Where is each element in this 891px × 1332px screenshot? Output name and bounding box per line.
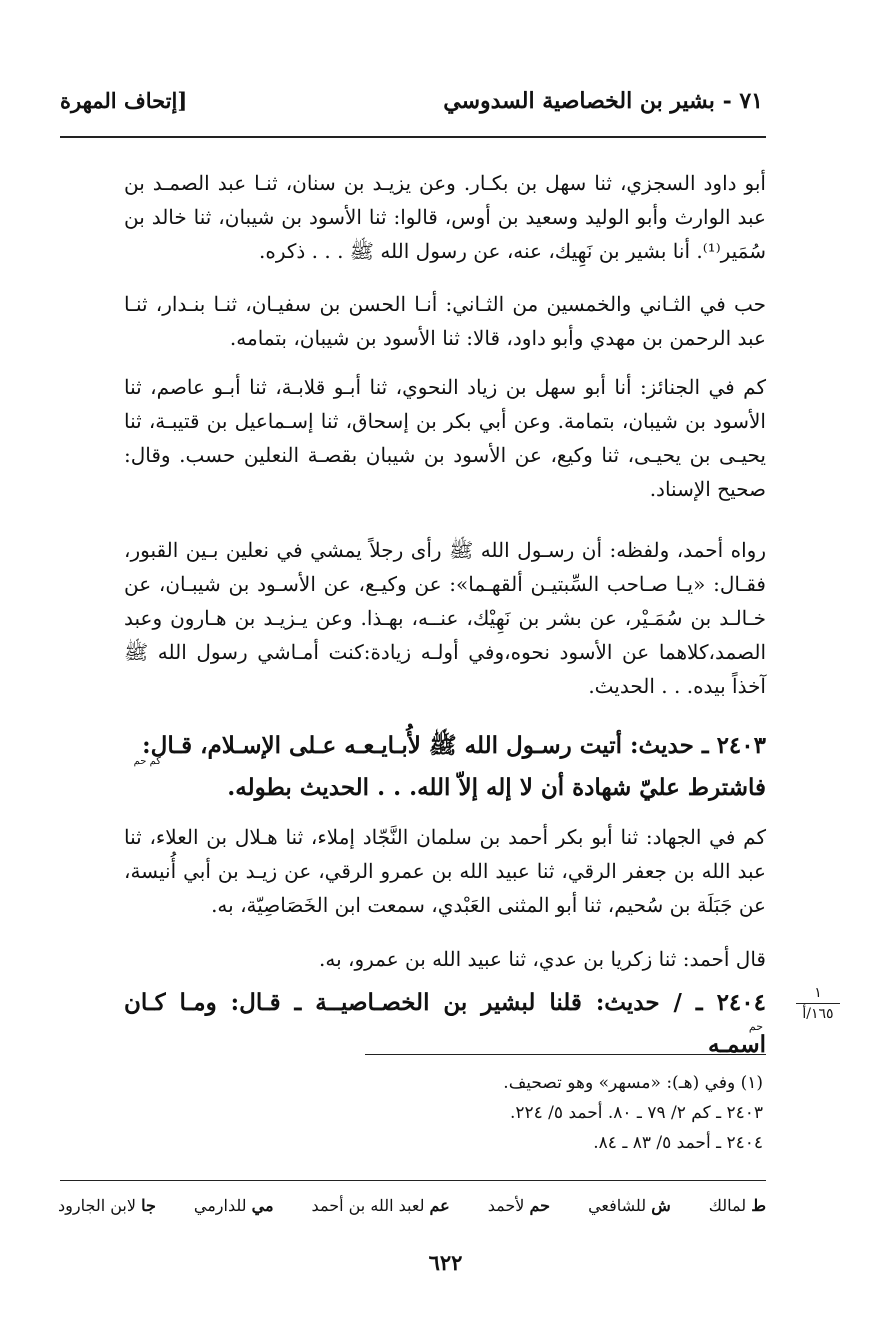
legend-rule — [60, 1180, 766, 1181]
paragraph-6 — [124, 942, 766, 976]
page-number: ٦٢٢ — [428, 1250, 463, 1275]
footnote: ٢٤٠٣ ـ كم ٢/ ٧٩ ـ ٨٠. أحمد ٥/ ٢٢٤. — [509, 1103, 763, 1123]
paragraph-text: كم في الجهاد: ثنا أبو بكر أحمد بن سلمان النَّجّاد إملاء، ثنا هـلال بن العلاء، ثنا عبد الله بن جعفر الرقي، ثنا عبيد الله بن عمرو الرقي، عن زيـد بن أبي أُنيسة، عن جَبَلَة بن سُحيم، ثنا أبو المثنى العَبْدي، سمعت ابن الخَصَاصِيّة، به. — [124, 825, 766, 917]
hadith-2404-sigla: حم — [748, 1020, 763, 1033]
legend-item: ط لمالك — [708, 1196, 766, 1215]
hadith-2403-line1: ٢٤٠٣ ـ حديث: أتيت رسـول الله ﷺ لأُبـايـعـه عـلى الإسـلام، قـال: — [142, 732, 766, 759]
paragraph-text: حب في الثـاني والخمسين من الثـاني: أنـا الحسن بن سفيـان، ثنـا بنـدار، ثنـا عبد الرحمن بن مهدي وأبو داود، قالا: ثنا الأسود بن شيبان، بتمامه. — [124, 292, 766, 350]
paragraph-1 — [124, 166, 766, 268]
legend-item: ش للشافعي — [588, 1196, 671, 1215]
paragraph-5 — [124, 820, 766, 922]
chapter-title: ٧١ - بشير بن الخصاصية السدوسي — [443, 88, 763, 114]
abbreviation-legend — [58, 1196, 766, 1215]
legend-item: مي للدارمي — [193, 1196, 274, 1215]
footnotes — [343, 1068, 763, 1158]
legend-item: حم لأحمد — [487, 1196, 551, 1215]
footnote-rule — [365, 1054, 766, 1055]
manuscript-folio-note — [790, 985, 846, 1022]
header-rule — [60, 136, 766, 138]
paragraph-3 — [124, 370, 766, 506]
legend-item: جا لابن الجارود — [58, 1196, 156, 1215]
paragraph-4 — [124, 533, 766, 703]
hadith-2403-line2: فاشترط عليّ شهادة أن لا إله إلاّ الله. . . الحديث بطوله. — [227, 774, 766, 801]
footnote: ٢٤٠٤ ـ أحمد ٥/ ٨٣ ـ ٨٤. — [593, 1133, 763, 1153]
paragraph-text: رواه أحمد، ولفظه: أن رسـول الله ﷺ رأى رجلاً يمشي في نعلين بـين القبور، فقـال: «يـا صـاحب السِّبتيـن ألقهـما»: عن وكيـع، عن الأسـود بن شيبـان، عن خـالـد بن سُمَـيْر، عن بشر بن نَهِيْك، عنــه، بهـذا. وعن يـزيـد بن هـارون وعبد الصمد،كلاهما عن الأسود نحوه،وفي أولـه زيادة:كنت أمـاشي رسول الله ﷺ آخذاً بيده. . . الحديث. — [124, 538, 766, 698]
paragraph-text: كم في الجنائز: أنا أبو سهل بن زياد النحوي، ثنا أبـو قلابـة، ثنا أبـو عاصم، ثنا الأسود بن شيبان، بتمامة. وعن أبي بكر بن إسحاق، ثنا إسـماعيل بن قتيبـة، ثنا يحيـى بن يحيـى، ثنا وكيع، عن الأسود بن شيبان بقصـة النعلين حسب. وقال: صحيح الإسناد. — [124, 375, 766, 501]
paragraph-2 — [124, 287, 766, 355]
book-title: [إتحاف المهرة — [60, 88, 188, 113]
paragraph-text: قال أحمد: ثنا زكريا بن عدي، ثنا عبيد الله بن عمرو، به. — [318, 947, 766, 971]
hadith-2403-sigla: كم حم — [133, 756, 161, 767]
legend-item: عم لعبد الله بن أحمد — [311, 1196, 450, 1215]
hadith-2403 — [124, 725, 766, 809]
folio-number: ١٦٥/أ — [802, 1006, 834, 1022]
footnote: (١) وفي (هـ): «مسهر» وهو تصحيف. — [503, 1073, 763, 1093]
folio-divider — [796, 1003, 840, 1004]
hadith-2404-text: ٢٤٠٤ ـ / حديث: قلنا لبشير بن الخصـاصيــة ـ قـال: ومـا كـان اسمـه — [124, 989, 766, 1058]
paragraph-text: أبو داود السجزي، ثنا سهل بن بكـار. وعن يزيـد بن سنان، ثنـا عبد الصمـد بن عبد الوارث وأبو الوليد وسعيد بن أوس، قالوا: ثنا الأسود بن شيبان، ثنا خالد بن سُمَير⁽¹⁾. أنا بشير بن نَهِيك، عنه، عن رسول الله ﷺ . . . ذكره. — [124, 171, 766, 263]
folio-marker: ١ — [814, 985, 822, 1001]
